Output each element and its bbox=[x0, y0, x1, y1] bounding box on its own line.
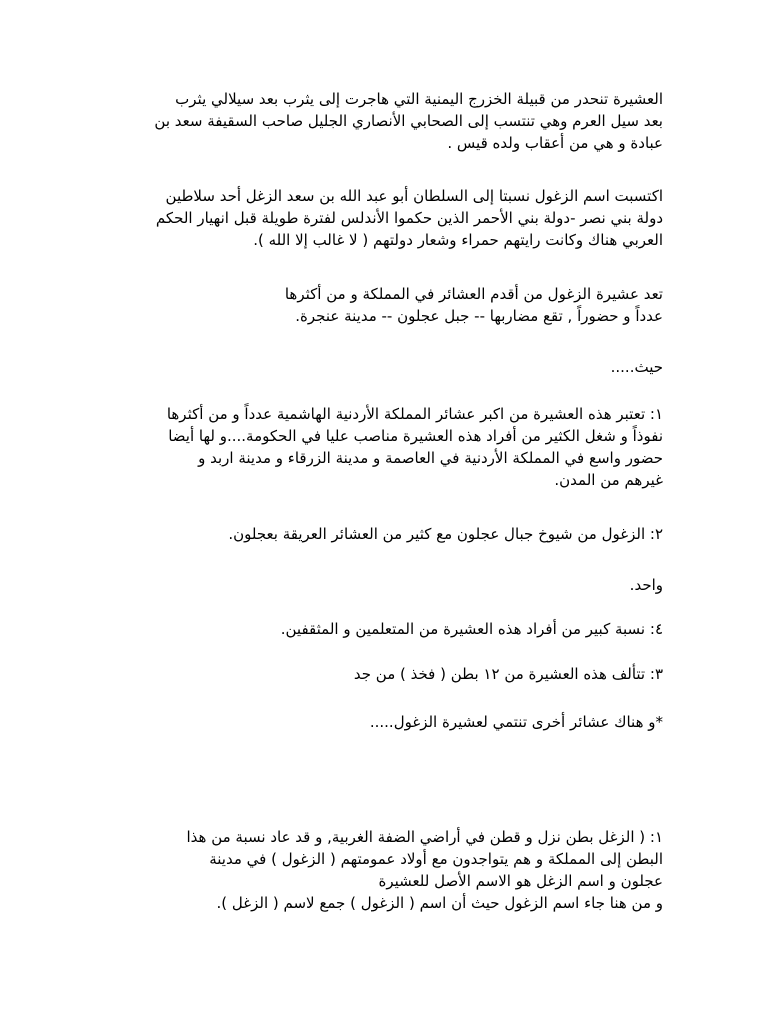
paragraph-lineage bbox=[154, 88, 663, 154]
text-line: البطن إلى المملكة و هم يتواجدون مع أولاد عمومتهم ( الزغول ) في مدينة bbox=[209, 850, 663, 868]
paragraph-point-2 bbox=[228, 523, 663, 545]
text-line: عدداً و حضوراً , تقع مضاربها -- جبل عجلون -- مدينة عنجرة. bbox=[295, 307, 663, 325]
text-line: غيرهم من المدن. bbox=[554, 471, 663, 489]
text-line: و من هنا جاء اسم الزغول حيث أن اسم ( الزغول ) جمع لاسم ( الزغل ). bbox=[216, 894, 663, 912]
paragraph-point-4 bbox=[281, 618, 663, 640]
text-line: عبادة و هي من أعقاب ولده قيس . bbox=[447, 134, 663, 152]
text-line: ٣: تتألف هذه العشيرة من ١٢ بطن ( فخذ ) من جد bbox=[353, 665, 663, 683]
paragraph-name-origin bbox=[156, 185, 663, 251]
paragraph-point-1 bbox=[167, 403, 663, 491]
paragraph-other-clans bbox=[370, 711, 663, 733]
paragraph-one bbox=[630, 574, 663, 596]
text-line: واحد. bbox=[629, 576, 663, 594]
paragraph-zaghal-note bbox=[186, 826, 663, 914]
text-line: عجلون و اسم الزغل هو الاسم الأصل للعشيرة bbox=[378, 872, 663, 890]
paragraph-point-3 bbox=[354, 663, 663, 685]
text-line: *و هناك عشائر أخرى تنتمي لعشيرة الزغول..... bbox=[369, 713, 663, 731]
text-line: اكتسبت اسم الزغول نسبتا إلى السلطان أبو عبد الله بن سعد الزغل أحد سلاطين bbox=[165, 187, 663, 205]
text-line: حضور واسع في المملكة الأردنية في العاصمة و مدينة الزرقاء و مدينة اربد و bbox=[198, 449, 663, 467]
text-line: نفوذاً و شغل الكثير من أفراد هذه العشيرة مناصب عليا في الحكومة....و لها أيضا bbox=[168, 427, 663, 445]
text-line: ١: تعتبر هذه العشيرة من اكبر عشائر المملكة الأردنية الهاشمية عدداً و من أكثرها bbox=[166, 405, 663, 423]
text-line: حيث..... bbox=[610, 358, 663, 376]
text-line: بعد سيل العرم وهي تنتسب إلى الصحابي الأنصاري الجليل صاحب السقيفة سعد بن bbox=[154, 112, 663, 130]
paragraph-oldest-clans bbox=[285, 283, 663, 327]
text-line: ١: ( الزغل بطن نزل و قطن في أراضي الضفة الغربية, و قد عاد نسبة من هذا bbox=[186, 828, 663, 846]
text-line: العشيرة تنحدر من قبيلة الخزرج اليمنية التي هاجرت إلى يثرب بعد سيلالي يثرب bbox=[175, 90, 663, 108]
text-line: العربي هناك وكانت رايتهم حمراء وشعار دولتهم ( لا غالب إلا الله ). bbox=[253, 231, 663, 249]
text-line: ٤: نسبة كبير من أفراد هذه العشيرة من المتعلمين و المثقفين. bbox=[280, 620, 663, 638]
text-line: تعد عشيرة الزغول من أقدم العشائر في المملكة و من أكثرها bbox=[284, 285, 663, 303]
text-line: ٢: الزغول من شيوخ جبال عجلون مع كثير من العشائر العريقة بعجلون. bbox=[228, 525, 663, 543]
text-line: دولة بني نصر -دولة بني الأحمر الذين حكموا الأندلس لفترة طويلة قبل انهيار الحكم bbox=[155, 209, 663, 227]
paragraph-where bbox=[611, 356, 663, 378]
